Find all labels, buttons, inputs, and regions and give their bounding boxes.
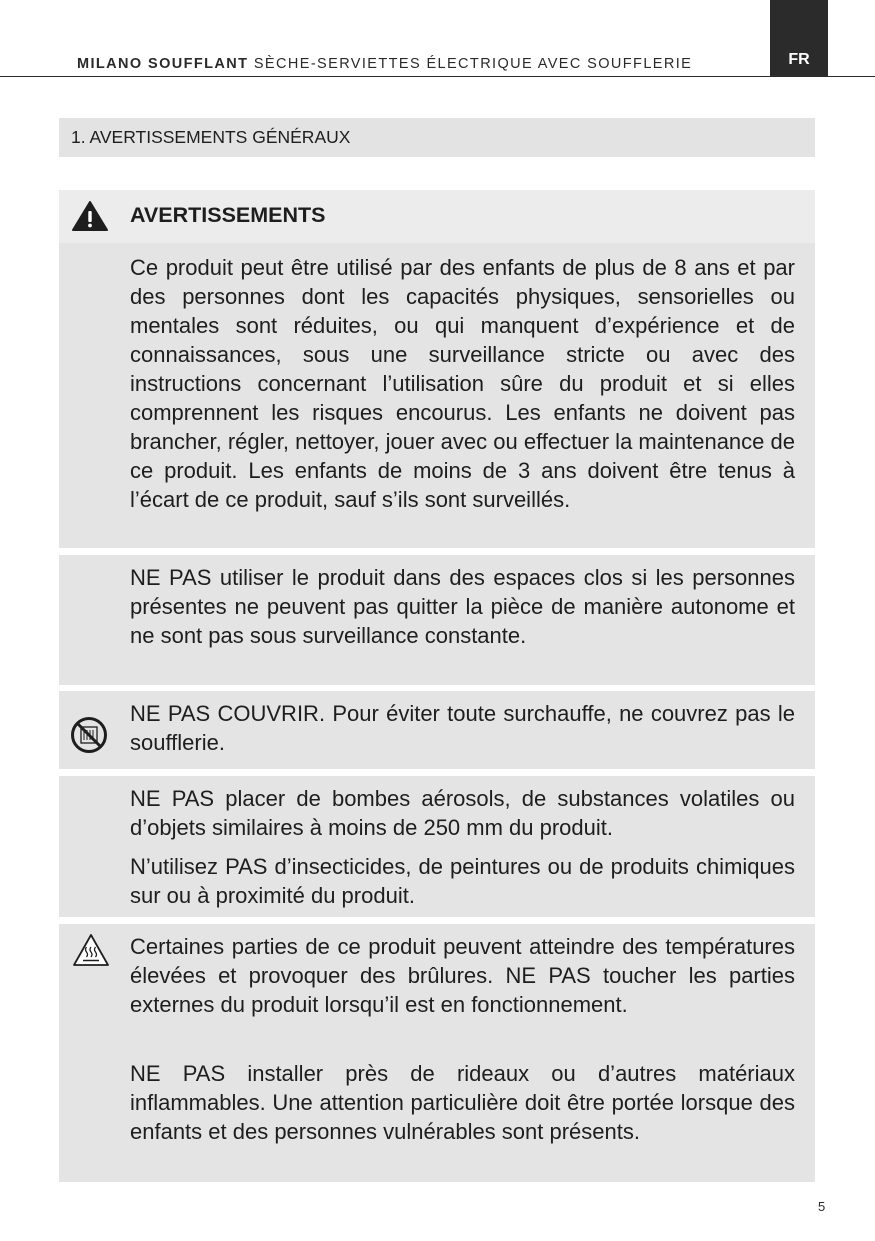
warning-text-hot-surfaces: Certaines parties de ce produit peuvent atteindre des températures élevées et provoquer des brûlures. NE PAS toucher les parties externes du produit lorsqu’il est en fonctionnement. [130, 934, 795, 1017]
warning-text-children: Ce produit peut être utilisé par des enfants de plus de 8 ans et par des personnes dont les capacités physiques, sensorielles ou mentales sont réduites, ou qui manquent d’expérience et de connaissances, sous une surveillance stricte ou avec des instructions concernant l’utilisation sûre du produit et si elles comprennent les risques encourus. Les enfants ne doivent pas brancher, régler, nettoyer, jouer avec ou effectuer la maintenance de ce produit. Les enfants de moins de 3 ans doivent être tenus à l’écart de ce produit, sauf s’ils sont surveillés. [130, 255, 795, 512]
hot-surface-icon [71, 932, 111, 968]
warning-block-aerosols [59, 776, 815, 917]
do-not-cover-icon [70, 716, 108, 754]
header-title [77, 56, 692, 72]
warning-text-flammable: NE PAS installer près de rideaux ou d’autres matériaux inflammables. Une attention particulière doit être portée lorsque des enfants et des personnes vulnérables sont présents. [130, 1061, 795, 1144]
warning-block-enclosed-spaces [59, 555, 815, 685]
warning-text-do-not-cover: NE PAS COUVRIR. Pour éviter toute surchauffe, ne couvrez pas le soufflerie. [130, 701, 795, 755]
warning-text-chemicals: N’utilisez PAS d’insecticides, de peintures ou de produits chimiques sur ou à proximité du produit. [130, 854, 795, 908]
warning-text-enclosed-spaces: NE PAS utiliser le produit dans des espaces clos si les personnes présentes ne peuvent pas quitter la pièce de manière autonome et ne sont pas sous surveillance constante. [130, 565, 795, 648]
warning-block-hot-surfaces [59, 924, 815, 1182]
warnings-heading-row [59, 190, 815, 243]
warnings-heading: AVERTISSEMENTS [130, 203, 326, 227]
page-number: 5 [818, 1199, 826, 1214]
section-title: 1. AVERTISSEMENTS GÉNÉRAUX [59, 118, 815, 157]
language-tab: FR [770, 0, 828, 77]
warning-block-children [59, 243, 815, 548]
header-divider [0, 76, 875, 77]
product-name: MILANO SOUFFLANT [77, 56, 249, 72]
warning-triangle-icon [71, 200, 109, 232]
product-description: SÈCHE-SERVIETTES ÉLECTRIQUE AVEC SOUFFLERIE [253, 56, 693, 72]
warning-text-aerosols: NE PAS placer de bombes aérosols, de substances volatiles ou d’objets similaires à moins de 250 mm du produit. [130, 786, 795, 840]
warning-block-do-not-cover [59, 691, 815, 769]
page-header [0, 0, 875, 78]
